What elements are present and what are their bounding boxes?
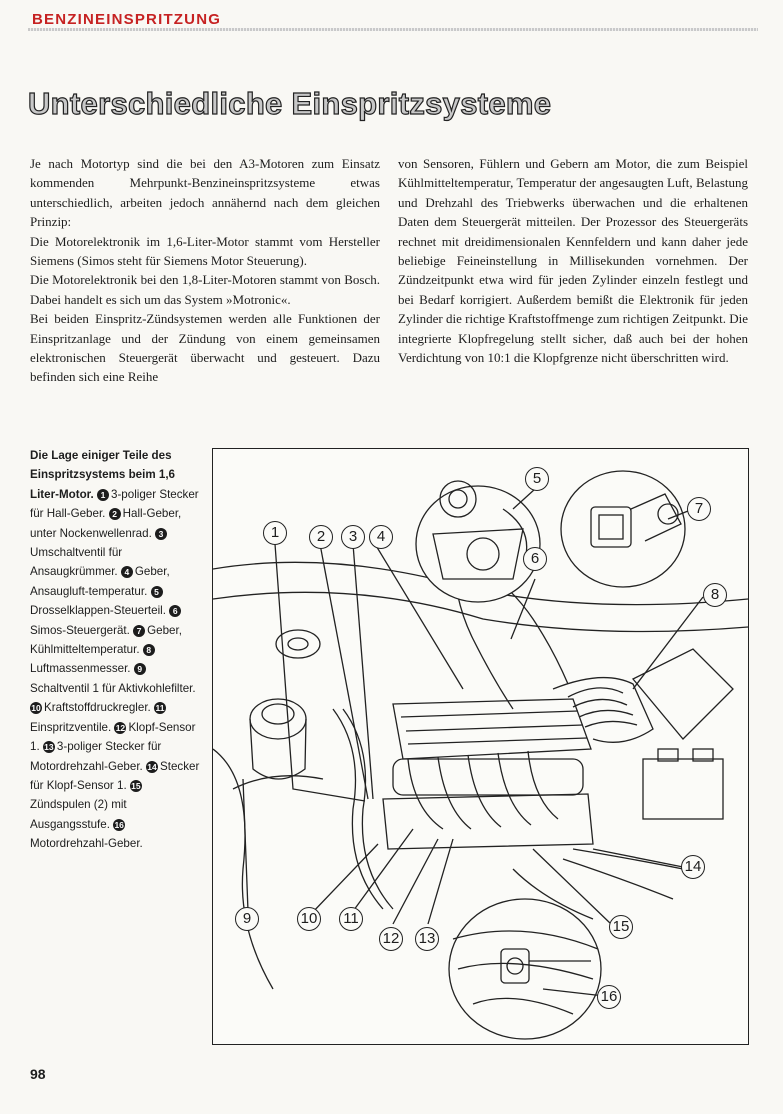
caption-item: 7 Geber, Kühlmitteltemperatur. — [30, 623, 182, 657]
page-title: Unterschiedliche Einspritzsysteme — [28, 86, 552, 121]
caption-item: 8Luftmassenmesser. — [30, 643, 157, 675]
engine-bay-illustration — [212, 448, 749, 1045]
caption-item: 10 Kraftstoffdruckregler. — [31, 701, 151, 715]
caption-item: 6Simos-Steuergerät. — [30, 604, 183, 636]
number-badge: 6 — [169, 605, 181, 617]
number-badge: 1 — [97, 489, 109, 501]
caption-item: 9Schaltventil 1 für Aktivkohlefilter. — [30, 664, 196, 695]
callout-3: 3 — [341, 525, 365, 549]
callout-16: 16 — [597, 985, 621, 1009]
page-number: 98 — [30, 1066, 46, 1082]
number-badge: 5 — [151, 586, 163, 598]
paragraph: Die Motorelektronik bei den 1,8-Liter-Motoren stammt von Bosch. Dabei handelt es sich um das System »Motronic«. — [30, 272, 380, 307]
body-column-right — [398, 154, 748, 367]
number-badge: 3 — [155, 528, 167, 540]
caption-item: 13 3-poliger Stecker für Motordrehzahl-Geber. — [30, 740, 162, 773]
paragraph: von Sensoren, Fühlern und Gebern am Motor, die zum Beispiel Kühlmitteltemperatur, Temperatur der angesaugten Luft, Belastung und Drehzahl des Triebwerks überwachen und die erhaltenen Daten dem Steuergerät mitteilen. Der Prozessor des Steuergeräts rechnet mit dreidimensionalen Kennfeldern und kann daher jede beliebige Feineinstellung in Millisekunden vornehmen. Der Zündzeitpunkt etwa wird für jeden Zylinder einzeln festlegt und bei Bedarf korrigiert. Außerdem bemißt die Elektronik für jeden Zylinder die richtige Kraftstoffmenge zum richtigen Zeitpunkt. Die integrierte Klopfregelung stellt sicher, daß auch bei der hohen Verdichtung von 10:1 die Klopfgrenze nicht überschritten wird. — [398, 156, 748, 366]
number-badge: 12 — [115, 722, 126, 733]
number-badge: 7 — [133, 625, 145, 637]
caption-item: 5Drosselklappen-Steuerteil. — [30, 586, 166, 618]
caption-item: 16Motordrehzahl-Geber. — [30, 819, 143, 851]
callout-11: 11 — [339, 907, 363, 931]
number-badge: 2 — [109, 508, 121, 520]
caption-item: 12 Klopf-Sensor 1. — [30, 720, 196, 754]
caption-item: 15Zündspulen (2) mit Ausgangsstufe. — [30, 780, 141, 831]
callout-15: 15 — [609, 915, 633, 939]
caption-item: 14 Stecker für Klopf-Sensor 1. — [30, 759, 200, 792]
caption-item: 2 Hall-Geber, unter Nockenwellenrad. — [30, 507, 182, 540]
callout-5: 5 — [525, 467, 549, 491]
number-badge: 4 — [121, 566, 133, 578]
number-badge: 13 — [44, 742, 54, 753]
callout-13: 13 — [415, 927, 439, 951]
callout-14: 14 — [681, 855, 705, 879]
running-header — [28, 8, 758, 34]
callout-12: 12 — [379, 927, 403, 951]
callout-1: 1 — [263, 521, 287, 545]
engine-line-drawing — [213, 449, 748, 1044]
callout-9: 9 — [235, 907, 259, 931]
number-badge: 16 — [114, 819, 124, 830]
section-title: BENZINEINSPRITZUNG — [32, 11, 222, 28]
figure-caption — [30, 446, 200, 854]
paragraph: Die Motorelektronik im 1,6-Liter-Motor stammt vom Hersteller Siemens (Simos steht für Siemens Motor Steuerung). — [30, 233, 380, 269]
caption-item: 11Einspritzventile. — [30, 703, 165, 734]
caption-item: 3Umschaltventil für Ansaugkrümmer. — [30, 527, 169, 579]
paragraph: Je nach Motortyp sind die bei den A3-Motoren zum Einsatz kommenden Mehrpunkt-Benzineinspritzsysteme etwas unterschiedlich, arbeiten jedoch annähernd nach dem gleichen Prinzip: — [30, 156, 380, 230]
caption-item: 1 3-poliger Stecker für Hall-Geber. — [30, 487, 199, 521]
callout-8: 8 — [703, 583, 727, 607]
callout-4: 4 — [369, 525, 393, 549]
number-badge: 14 — [147, 761, 157, 772]
number-badge: 9 — [134, 663, 146, 675]
number-badge: 10 — [31, 703, 41, 714]
paragraph: Bei beiden Einspritz-Zündsystemen werden alle Funktionen der Einspritzanlage und der Zündung von einem gemeinsamen elektronischen Steuergerät überwacht und gesteuert. Dazu befinden sich eine Reihe — [30, 311, 380, 385]
number-badge: 15 — [131, 780, 141, 791]
caption-heading: Die Lage einiger Teile des Einspritzsystems beim 1,6 Liter-Motor. — [30, 449, 175, 501]
callout-7: 7 — [687, 497, 711, 521]
body-column-left — [30, 154, 380, 387]
caption-item: 4 Geber, Ansaugluft-temperatur. — [30, 565, 170, 598]
callout-10: 10 — [297, 907, 321, 931]
callout-6: 6 — [523, 547, 547, 571]
header-rule — [28, 28, 758, 31]
number-badge: 8 — [143, 644, 155, 656]
callout-2: 2 — [309, 525, 333, 549]
number-badge: 11 — [155, 703, 165, 714]
